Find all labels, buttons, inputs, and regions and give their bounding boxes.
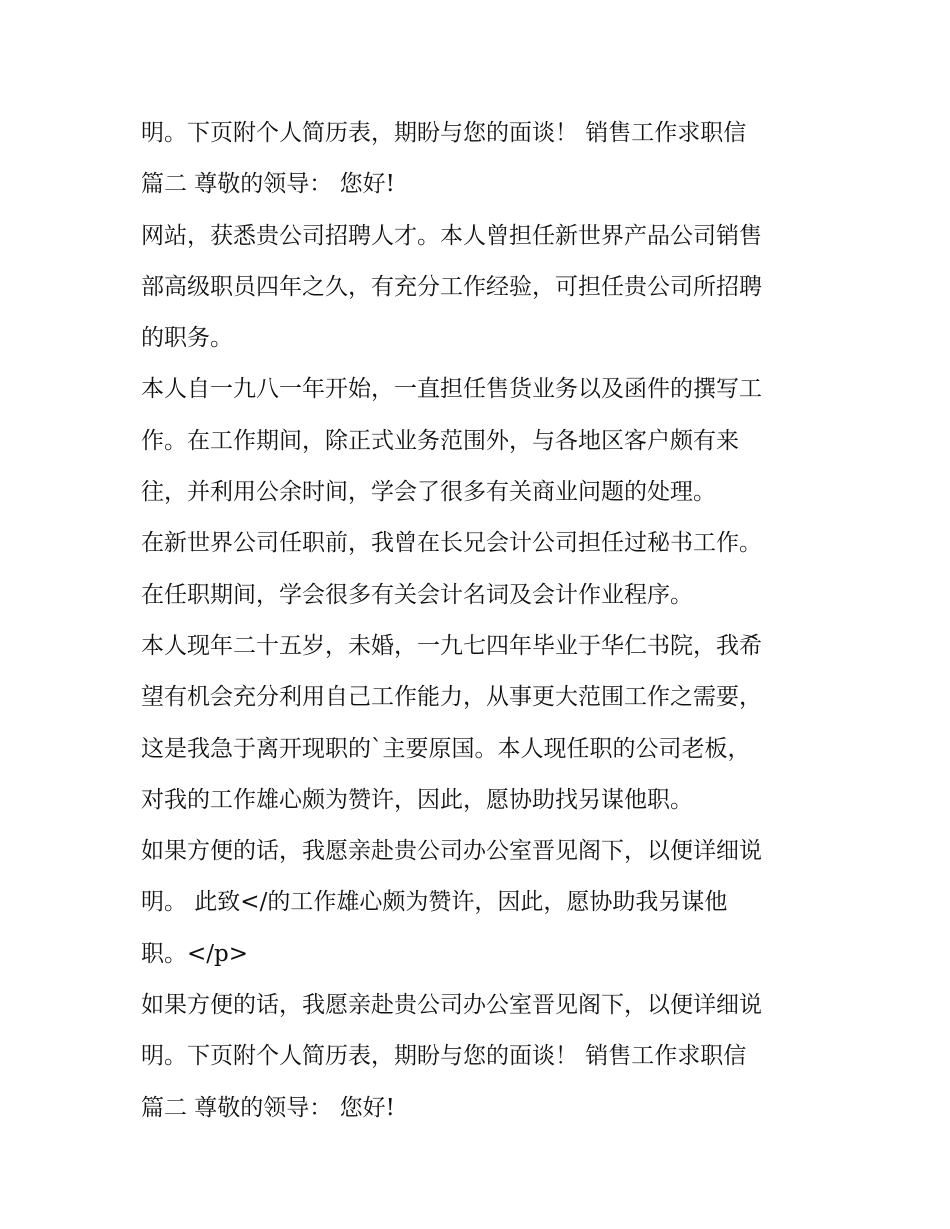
text-line: 作。在工作期间，除正式业务范围外，与各地区客户颇有来	[141, 427, 739, 454]
text-line: 明。 此致</的工作雄心颇为赞许，因此，愿协助我另谋他	[141, 889, 728, 916]
text-line: 职。</p>	[141, 940, 249, 967]
text-line: 望有机会充分利用自己工作能力，从事更大范围工作之需要，	[141, 684, 762, 711]
text-line: 明。下页附个人简历表，期盼与您的面谈！ 销售工作求职信	[141, 120, 747, 146]
text-line: 在任职期间，学会很多有关会计名词及会计作业程序。	[141, 581, 693, 608]
text-line: 如果方便的话，我愿亲赴贵公司办公室晋见阁下，以便详细说	[141, 838, 762, 865]
text-line: 本人现年二十五岁，未婚，一九七四年毕业于华仁书院，我希	[141, 632, 762, 659]
text-line: 在新世界公司任职前，我曾在长兄会计公司担任过秘书工作。	[141, 530, 762, 557]
text-line: 本人自一九八一年开始，一直担任售货业务以及函件的撰写工	[141, 376, 762, 403]
text-line: 篇二 尊敬的领导： 您好!	[141, 171, 395, 198]
text-line: 对我的工作雄心颇为赞许，因此，愿协助找另谋他职。	[141, 786, 693, 813]
text-line: 这是我急于离开现职的`主要原国。本人现任职的公司老板，	[141, 735, 751, 762]
text-line: 部高级职员四年之久，有充分工作经验，可担任贵公司所招聘	[141, 273, 762, 300]
letter-body	[141, 108, 821, 1134]
text-line: 如果方便的话，我愿亲赴贵公司办公室晋见阁下，以便详细说	[141, 992, 762, 1019]
text-line: 网站，获悉贵公司招聘人才。本人曾担任新世界产品公司销售	[141, 222, 762, 249]
text-line: 明。下页附个人简历表，期盼与您的面谈！ 销售工作求职信	[141, 1043, 747, 1070]
text-line: 的职务。	[141, 325, 233, 352]
text-line: 篇二 尊敬的领导： 您好!	[141, 1094, 395, 1121]
text-line: 往，并利用公余时间，学会了很多有关商业问题的处理。	[141, 479, 716, 506]
